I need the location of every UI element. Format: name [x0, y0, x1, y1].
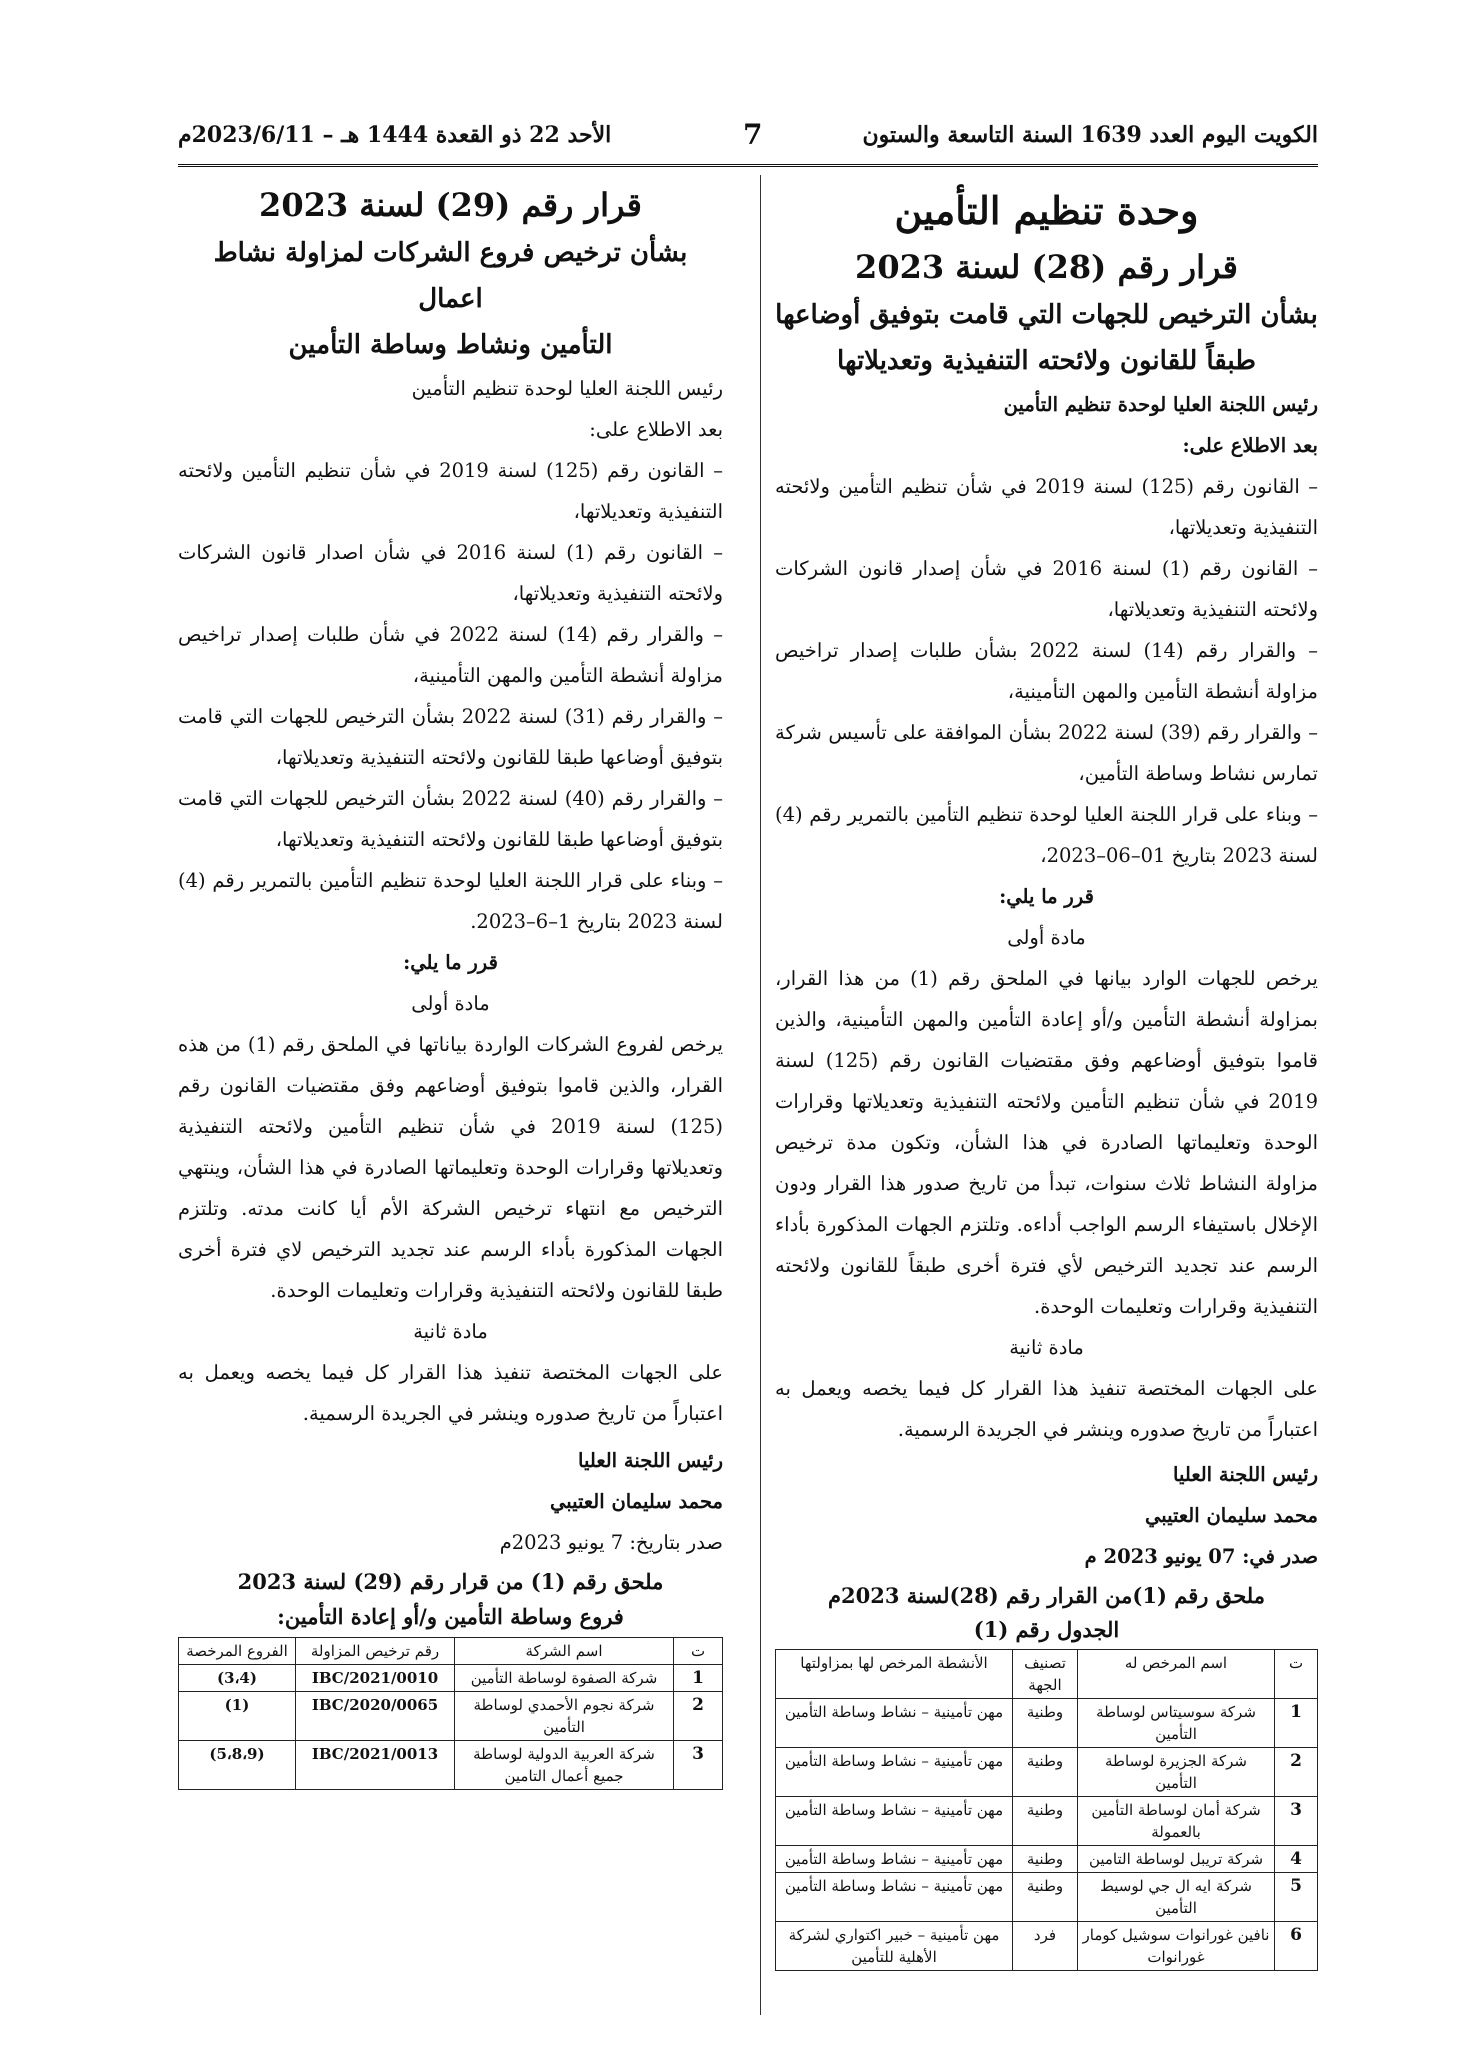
article-2-text: على الجهات المختصة تنفيذ هذا القرار كل فيما يخصه ويعمل به اعتباراً من تاريخ صدوره وينشر في الجريدة الرسمية.	[178, 1361, 723, 1425]
table-cell: وطنية	[1013, 1846, 1078, 1873]
decision-29-subject-1: بشأن ترخيص فروع الشركات لمزاولة نشاط اعمال	[213, 238, 688, 314]
article-1-text: يرخص للجهات الوارد بيانها في الملحق رقم (1) من هذا القرار، بمزاولة أنشطة التأمين و/أو إعادة التأمين والمهن التأمينية، والذين قاموا بتوفيق أوضاعهم وفق مقتضيات القانون رقم (125) لسنة 2019 في شأن تنظيم التأمين ولائحته التنفيذية وتعديلاتها وقرارات الوحدة وتعليماتها الصادرة في هذا الشأن، وتكون مدة ترخيص مزاولة النشاط ثلاث سنوات، تبدأ من تاريخ صدور هذا القرار ودون الإخلال باستيفاء الرسم الواجب أداءه. وتلتزم الجهات المذكورة بأداء الرسم عند تجديد الترخيص لأي فترة أخرى طبقاً للقانون ولائحته التنفيذية وقرارات وتعليمات الوحدة.	[775, 967, 1319, 1318]
header-issue: الكويت اليوم العدد 1639 السنة التاسعة والستون	[862, 122, 1318, 148]
table-cell: 6	[1275, 1922, 1318, 1971]
table-cell: مهن تأمينية – نشاط وساطة التأمين	[776, 1873, 1013, 1922]
table-cell: مهن تأمينية – نشاط وساطة التأمين	[776, 1797, 1013, 1846]
col-header-license: رقم ترخيص المزاولة	[296, 1638, 455, 1665]
table-title: الجدول رقم (1)	[973, 1617, 1120, 1642]
table-cell: 2	[674, 1692, 723, 1741]
table-row	[179, 1665, 723, 1692]
table-cell: شركة تريبل لوساطة التامين	[1078, 1846, 1275, 1873]
preamble-4: – والقرار رقم (39) لسنة 2022 بشأن الموافقة على تأسيس شركة تمارس نشاط وساطة التأمين،	[775, 721, 1318, 785]
page-header	[178, 118, 1318, 167]
column-divider	[760, 175, 761, 2015]
table-header-row	[776, 1650, 1318, 1699]
table-row	[776, 1748, 1318, 1797]
preamble-6: – وبناء على قرار اللجنة العليا لوحدة تنظيم التأمين بالتمرير رقم (4) لسنة 2023 بتاريخ 1–6–2023.	[178, 869, 723, 933]
decision-28-title: قرار رقم (28) لسنة 2023	[855, 248, 1238, 286]
table-cell: شركة سوسيتاس لوساطة التأمين	[1078, 1699, 1275, 1748]
article-1-heading: مادة أولى	[411, 992, 490, 1015]
chair-name: محمد سليمان العتيبي	[549, 1490, 723, 1513]
decided: قرر ما يلي:	[999, 885, 1094, 908]
issuer: رئيس اللجنة العليا لوحدة تنظيم التأمين	[411, 377, 723, 400]
preamble-5: – وبناء على قرار اللجنة العليا لوحدة تنظيم التأمين بالتمرير رقم (4) لسنة 2023 بتاريخ 01–06–2023،	[775, 803, 1318, 867]
table-cell: وطنية	[1013, 1748, 1078, 1797]
table-cell: 4	[1275, 1846, 1318, 1873]
preamble-5: – والقرار رقم (40) لسنة 2022 بشأن الترخيص للجهات التي قامت بتوفيق أوضاعها طبقا للقانون ولائحته التنفيذية وتعديلاتها،	[178, 787, 723, 851]
table-cell: 5	[1275, 1873, 1318, 1922]
table-cell: وطنية	[1013, 1797, 1078, 1846]
table-cell: 1	[674, 1665, 723, 1692]
annex-title: ملحق رقم (1)من القرار رقم (28)لسنة 2023م	[828, 1583, 1265, 1608]
table-row	[776, 1846, 1318, 1873]
table-cell: شركة الجزيرة لوساطة التأمين	[1078, 1748, 1275, 1797]
col-header-company: اسم الشركة	[455, 1638, 674, 1665]
preamble-3: – والقرار رقم (14) لسنة 2022 في شأن طلبات إصدار تراخيص مزاولة أنشطة التأمين والمهن التأمينية،	[178, 623, 723, 687]
decision-29-subject-2: التأمين ونشاط وساطة التأمين	[288, 330, 613, 360]
table-cell: (5،8،9)	[179, 1741, 296, 1790]
unit-heading: وحدة تنظيم التأمين	[894, 188, 1199, 233]
preamble-1: – القانون رقم (125) لسنة 2019 في شأن تنظيم التأمين ولائحته التنفيذية وتعديلاتها،	[775, 475, 1319, 539]
table-row	[179, 1741, 723, 1790]
table-row	[179, 1692, 723, 1741]
table-cell: (3،4)	[179, 1665, 296, 1692]
decision-29-title: قرار رقم (29) لسنة 2023	[259, 186, 642, 224]
col-header-class: تصنيف الجهة	[1013, 1650, 1078, 1699]
table-row	[776, 1873, 1318, 1922]
col-header-number: ت	[1275, 1650, 1318, 1699]
table-cell: وطنية	[1013, 1873, 1078, 1922]
table-cell: (1)	[179, 1692, 296, 1741]
decision-29-column	[178, 180, 723, 1790]
table-cell: 2	[1275, 1748, 1318, 1797]
chair-title: رئيس اللجنة العليا	[1173, 1463, 1318, 1486]
table-cell: مهن تأمينية – خبير اكتواري لشركة الأهلية للتأمين	[776, 1922, 1013, 1971]
table-cell: شركة العربية الدولية لوساطة جميع أعمال التامين	[455, 1741, 674, 1790]
article-2-heading: مادة ثانية	[413, 1320, 488, 1343]
table-cell: IBC/2020/0065	[296, 1692, 455, 1741]
table-cell: شركة نجوم الأحمدي لوساطة التأمين	[455, 1692, 674, 1741]
page-number: 7	[743, 118, 763, 151]
table-header-row	[179, 1638, 723, 1665]
decision-28-column	[775, 180, 1318, 1971]
article-2-text: على الجهات المختصة تنفيذ هذا القرار كل فيما يخصه ويعمل به اعتباراً من تاريخ صدوره وينشر في الجريدة الرسمية.	[775, 1377, 1318, 1441]
col-header-number: ت	[674, 1638, 723, 1665]
table-cell: IBC/2021/0013	[296, 1741, 455, 1790]
table-row	[776, 1797, 1318, 1846]
decided: قرر ما يلي:	[403, 951, 498, 974]
issuer: رئيس اللجنة العليا لوحدة تنظيم التأمين	[1003, 393, 1318, 416]
chair-name: محمد سليمان العتيبي	[1144, 1504, 1318, 1527]
article-1-text: يرخص لفروع الشركات الواردة بياناتها في الملحق رقم (1) من هذه القرار، والذين قاموا بتوفيق أوضاعهم وفق مقتضيات القانون رقم (125) لسنة 2019 في شأن تنظيم التأمين ولائحته التنفيذية وتعديلاتها وقرارات الوحدة وتعليماتها الصادرة في هذا الشأن، وينتهي الترخيص مع انتهاء ترخيص الشركة الأم أيا كانت مدته. وتلتزم الجهات المذكورة بأداء الرسم عند تجديد الترخيص لاي فترة أخرى طبقا للقانون ولائحته التنفيذية وقرارات وتعليمات الوحدة.	[178, 1033, 724, 1302]
preamble-1: – القانون رقم (125) لسنة 2019 في شأن تنظيم التأمين ولائحته التنفيذية وتعديلاتها،	[178, 459, 723, 523]
col-header-name: اسم المرخص له	[1078, 1650, 1275, 1699]
issued-date: صدر في: 07 يونيو 2023 م	[1084, 1545, 1318, 1568]
branches-table	[178, 1637, 723, 1790]
after-review: بعد الاطلاع على:	[1182, 434, 1318, 457]
after-review: بعد الاطلاع على:	[589, 418, 723, 441]
table-title: فروع وساطة التأمين و/أو إعادة التأمين:	[277, 1604, 624, 1629]
table-cell: شركة أمان لوساطة التأمين بالعمولة	[1078, 1797, 1275, 1846]
col-header-branches: الفروع المرخصة	[179, 1638, 296, 1665]
licensees-table	[775, 1649, 1318, 1971]
header-date: الأحد 22 ذو القعدة 1444 هـ – 2023/6/11م	[178, 122, 612, 148]
table-cell: IBC/2021/0010	[296, 1665, 455, 1692]
col-header-activity: الأنشطة المرخص لها بمزاولتها	[776, 1650, 1013, 1699]
table-cell: شركة ايه ال جي لوسيط التأمين	[1078, 1873, 1275, 1922]
chair-title: رئيس اللجنة العليا	[578, 1449, 723, 1472]
table-row	[776, 1699, 1318, 1748]
table-cell: شركة الصفوة لوساطة التأمين	[455, 1665, 674, 1692]
table-cell: مهن تأمينية – نشاط وساطة التأمين	[776, 1748, 1013, 1797]
article-1-heading: مادة أولى	[1007, 926, 1086, 949]
preamble-2: – القانون رقم (1) لسنة 2016 في شأن إصدار قانون الشركات ولائحته التنفيذية وتعديلاتها،	[775, 557, 1319, 621]
table-cell: نافين غورانوات سوشيل كومار غورانوات	[1078, 1922, 1275, 1971]
preamble-2: – القانون رقم (1) لسنة 2016 في شأن اصدار قانون الشركات ولائحته التنفيذية وتعديلاتها،	[178, 541, 723, 605]
table-cell: وطنية	[1013, 1699, 1078, 1748]
decision-28-subject-1: بشأن الترخيص للجهات التي قامت بتوفيق أوضاعها	[775, 300, 1318, 330]
annex-title: ملحق رقم (1) من قرار رقم (29) لسنة 2023	[237, 1569, 664, 1594]
decision-28-subject-2: طبقاً للقانون ولائحته التنفيذية وتعديلاتها	[837, 346, 1256, 376]
issued-date: صدر بتاريخ: 7 يونيو 2023م	[499, 1531, 723, 1554]
table-row	[776, 1922, 1318, 1971]
preamble-3: – والقرار رقم (14) لسنة 2022 بشأن طلبات إصدار تراخيص مزاولة أنشطة التأمين والمهن التأمينية،	[775, 639, 1318, 703]
table-cell: مهن تأمينية – نشاط وساطة التأمين	[776, 1699, 1013, 1748]
table-cell: 3	[1275, 1797, 1318, 1846]
table-cell: 1	[1275, 1699, 1318, 1748]
preamble-4: – والقرار رقم (31) لسنة 2022 بشأن الترخيص للجهات التي قامت بتوفيق أوضاعها طبقا للقانون ولائحته التنفيذية وتعديلاتها،	[178, 705, 723, 769]
table-cell: 3	[674, 1741, 723, 1790]
table-cell: فرد	[1013, 1922, 1078, 1971]
table-cell: مهن تأمينية – نشاط وساطة التأمين	[776, 1846, 1013, 1873]
article-2-heading: مادة ثانية	[1009, 1336, 1084, 1359]
